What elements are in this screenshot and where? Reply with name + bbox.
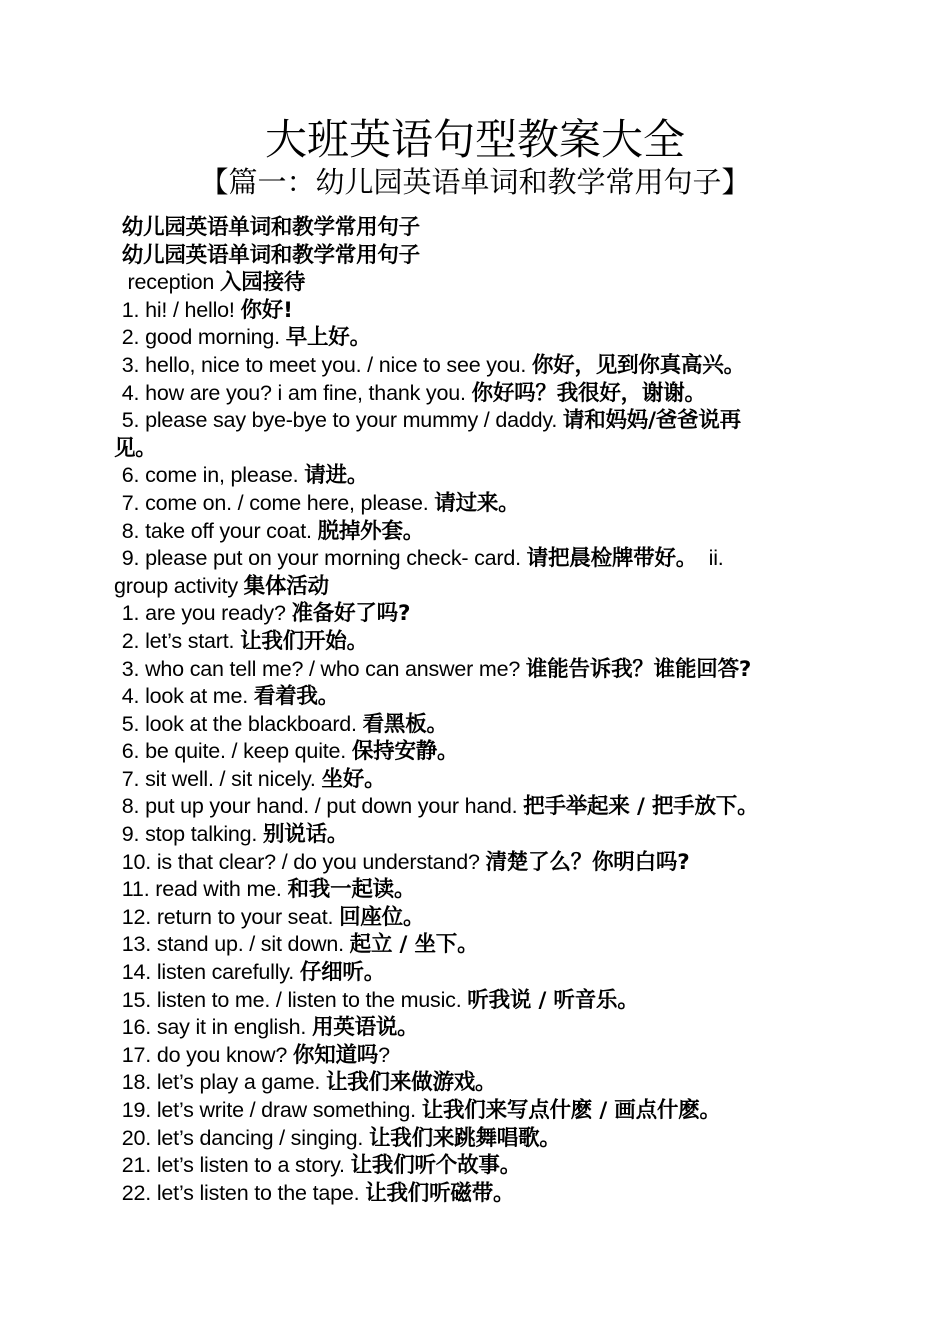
line-english: 3. hello, nice to meet you. / nice to see you. bbox=[116, 352, 532, 377]
line-chinese: 幼儿园英语单词和教学常用句子 bbox=[121, 242, 420, 268]
text-line bbox=[116, 766, 836, 794]
text-line bbox=[116, 931, 836, 959]
text-line bbox=[116, 1014, 836, 1042]
text-line bbox=[116, 959, 836, 987]
line-chinese: 准备好了吗? bbox=[291, 601, 411, 627]
line-english: group activity bbox=[114, 573, 244, 598]
line-chinese: 把手举起来 / 把手放下。 bbox=[523, 794, 759, 820]
line-chinese: 别说话。 bbox=[262, 822, 349, 848]
text-line bbox=[116, 352, 836, 380]
line-english: 10. is that clear? / do you understand? bbox=[116, 849, 486, 874]
line-chinese: 让我们来做游戏。 bbox=[325, 1070, 497, 1096]
line-chinese: 和我一起读。 bbox=[287, 877, 416, 903]
line-english: 4. how are you? i am fine, thank you. bbox=[116, 380, 472, 405]
line-chinese: 入园接待 bbox=[219, 270, 306, 296]
line-chinese: 你好吗？我很好，谢谢。 bbox=[471, 380, 706, 406]
line-english: 5. look at the blackboard. bbox=[116, 711, 363, 736]
text-line bbox=[116, 1069, 836, 1097]
line-english: 1. are you ready? bbox=[116, 601, 292, 626]
line-english: 2. let’s start. bbox=[116, 628, 241, 653]
line-chinese: 早上好。 bbox=[285, 325, 371, 351]
line-chinese: 让我们开始。 bbox=[240, 628, 368, 654]
document-body bbox=[116, 214, 836, 1207]
line-chinese: 起立 / 坐下。 bbox=[349, 932, 479, 958]
line-english: 17. do you know? bbox=[116, 1042, 293, 1067]
line-chinese: 让我们听个故事。 bbox=[350, 1153, 522, 1179]
line-chinese: 你知道吗 bbox=[292, 1042, 379, 1068]
line-english: 9. stop talking. bbox=[116, 822, 263, 847]
text-line bbox=[116, 1180, 836, 1208]
text-line bbox=[114, 573, 836, 601]
line-chinese: 集体活动 bbox=[243, 573, 329, 599]
line-english: 19. let’s write / draw something. bbox=[116, 1098, 422, 1122]
line-chinese: 请进。 bbox=[304, 463, 369, 489]
text-line bbox=[116, 1097, 836, 1125]
text-line bbox=[116, 214, 836, 242]
line-english: 6. be quite. / keep quite. bbox=[116, 739, 352, 764]
text-line bbox=[116, 518, 836, 546]
text-line bbox=[116, 380, 836, 408]
line-english: 8. put up your hand. / put down your hand. bbox=[116, 794, 524, 819]
line-english: 8. take off your coat. bbox=[116, 518, 318, 543]
line-chinese: 让我们听磁带。 bbox=[365, 1180, 515, 1206]
line-english: 12. return to your seat. bbox=[116, 904, 340, 929]
line-chinese: 你好! bbox=[240, 297, 293, 323]
line-english: 11. read with me. bbox=[116, 877, 288, 902]
line-english: 2. good morning. bbox=[116, 325, 286, 350]
line-chinese: 仔细听。 bbox=[299, 960, 386, 986]
line-chinese: 听我说 / 听音乐。 bbox=[467, 987, 639, 1013]
line-chinese: 保持安静。 bbox=[351, 739, 459, 765]
line-english: reception bbox=[116, 270, 220, 295]
line-chinese: 请和妈妈/爸爸说再 bbox=[562, 408, 741, 434]
text-line bbox=[116, 297, 836, 325]
line-english: 16. say it in english. bbox=[116, 1015, 312, 1040]
text-line bbox=[116, 656, 836, 684]
line-english: 18. let’s play a game. bbox=[116, 1070, 326, 1095]
line-chinese: 你好，见到你真高兴。 bbox=[531, 352, 745, 378]
line-english: 3. who can tell me? / who can answer me? bbox=[116, 656, 526, 681]
text-line bbox=[116, 600, 836, 628]
line-chinese: 清楚了么？你明白吗? bbox=[485, 849, 690, 875]
text-line bbox=[116, 876, 836, 904]
line-tail: ? bbox=[378, 1042, 390, 1067]
line-english: 20. let’s dancing / singing. bbox=[116, 1125, 369, 1150]
line-english: 13. stand up. / sit down. bbox=[116, 932, 350, 957]
line-english: 1. hi! / hello! bbox=[116, 297, 241, 322]
text-line bbox=[116, 1042, 836, 1070]
line-chinese: 用英语说。 bbox=[311, 1015, 419, 1041]
text-line bbox=[114, 435, 836, 463]
text-line bbox=[116, 269, 836, 297]
text-line bbox=[116, 711, 836, 739]
line-tail: ii. bbox=[697, 546, 724, 571]
text-line bbox=[116, 407, 836, 435]
line-chinese: 幼儿园英语单词和教学常用句子 bbox=[121, 215, 420, 240]
line-chinese: 坐好。 bbox=[321, 766, 386, 792]
line-english: 4. look at me. bbox=[116, 684, 254, 709]
text-line bbox=[116, 904, 836, 932]
line-english: 7. come on. / come here, please. bbox=[116, 490, 435, 515]
document-subtitle: 【篇一：幼儿园英语单词和教学常用句子】 bbox=[199, 165, 751, 199]
line-chinese: 看黑板。 bbox=[362, 711, 448, 737]
line-english: 14. listen carefully. bbox=[116, 960, 300, 985]
line-english: 22. let’s listen to the tape. bbox=[116, 1180, 366, 1205]
line-english: 9. please put on your morning check- card. bbox=[116, 546, 527, 571]
text-line bbox=[116, 987, 836, 1015]
line-chinese: 让我们来写点什麽 / 画点什麽。 bbox=[421, 1098, 721, 1123]
text-line bbox=[116, 628, 836, 656]
line-english: 6. come in, please. bbox=[116, 463, 305, 488]
text-line bbox=[116, 683, 836, 711]
line-english: 15. listen to me. / listen to the music. bbox=[116, 987, 468, 1012]
text-line bbox=[116, 821, 836, 849]
line-english: 21. let’s listen to a story. bbox=[116, 1153, 351, 1178]
line-chinese: 让我们来跳舞唱歌。 bbox=[368, 1125, 561, 1151]
line-chinese: 请过来。 bbox=[434, 490, 520, 516]
line-chinese: 谁能告诉我？谁能回答? bbox=[525, 656, 752, 682]
line-english: 7. sit well. / sit nicely. bbox=[116, 766, 322, 791]
text-line bbox=[116, 545, 836, 573]
text-line bbox=[116, 462, 836, 490]
line-chinese: 脱掉外套。 bbox=[317, 518, 425, 544]
text-line bbox=[116, 242, 836, 270]
line-chinese: 见。 bbox=[114, 435, 157, 461]
line-chinese: 请把晨检牌带好。 bbox=[526, 546, 698, 572]
text-line bbox=[116, 849, 836, 877]
text-line bbox=[116, 793, 836, 821]
text-line bbox=[116, 1152, 836, 1180]
text-line bbox=[116, 1125, 836, 1153]
text-line bbox=[116, 324, 836, 352]
line-chinese: 看着我。 bbox=[253, 684, 340, 710]
text-line bbox=[116, 490, 836, 518]
document-title: 大班英语句型教案大全 bbox=[264, 115, 685, 164]
text-line bbox=[116, 738, 836, 766]
line-english: 5. please say bye-bye to your mummy / daddy. bbox=[116, 408, 563, 433]
line-chinese: 回座位。 bbox=[339, 904, 425, 930]
